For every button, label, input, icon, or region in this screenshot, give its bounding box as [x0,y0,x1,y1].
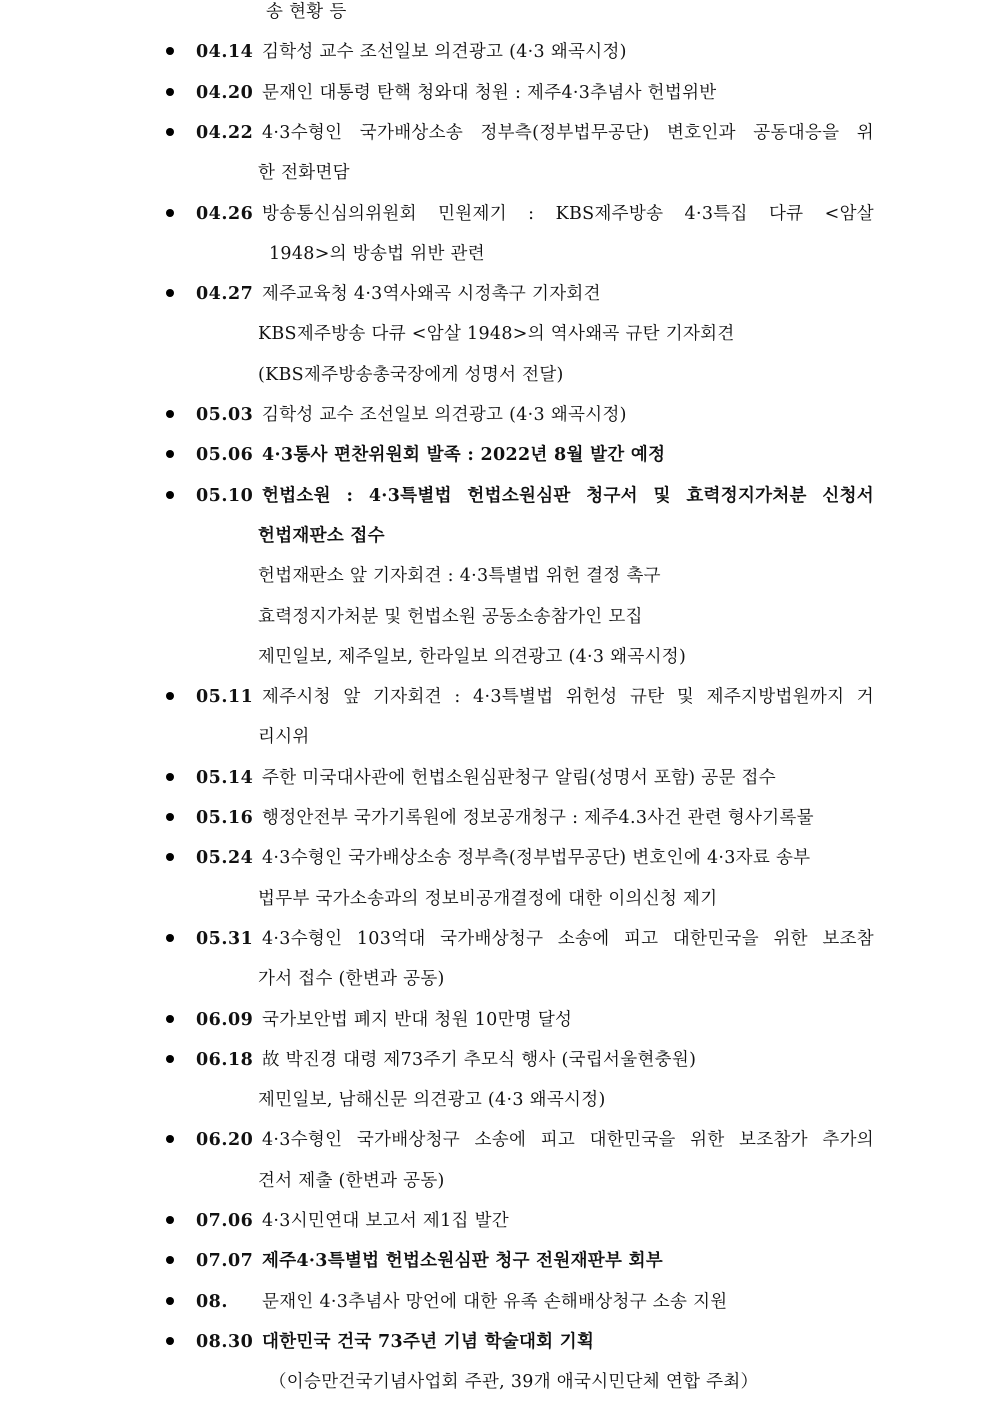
item-text: 4·3수형인 103억대 국가배상청구 소송에 피고 대한민국을 위한 보조참 [262,928,874,949]
list-item [0,1040,992,1080]
item-date: 05.14 [196,767,254,788]
item-date: 05.11 [196,687,254,708]
item-text: 헌법재판소 앞 기자회견 : 4·3특별법 위헌 결정 촉구 [258,566,661,587]
bullet-icon [166,934,174,942]
item-text: 대한민국 건국 73주년 기념 학술대회 기획 [262,1331,595,1352]
bullet-icon [166,491,174,499]
item-text: KBS제주방송 다큐 <암살 1948>의 역사왜곡 규탄 기자회견 [258,324,735,345]
item-date: 04.20 [196,82,254,103]
item-date: 05.03 [196,405,254,425]
list-item [0,32,992,72]
list-item-continuation [0,516,992,556]
item-text: 문재인 대통령 탄핵 청와대 청원 : 제주4·3추념사 헌법위반 [262,82,717,103]
list-item [0,677,992,717]
list-item-continuation [0,234,992,274]
list-item-continuation [0,1161,992,1201]
list-item-continuation [0,0,992,32]
bullet-icon [166,1055,174,1063]
item-text: 제주시청 앞 기자회견 : 4·3특별법 위헌성 규탄 및 제주지방법원까지 거 [262,687,874,708]
list-item [0,1000,992,1040]
item-text: 견서 제출 (한변과 공동) [258,1170,445,1191]
list-item [0,1201,992,1241]
item-date: 07.07 [196,1251,254,1272]
item-text: 4·3시민연대 보고서 제1집 발간 [262,1211,510,1231]
list-item-continuation [0,879,992,919]
item-text: 주한 미국대사관에 헌법소원심판청구 알림(성명서 포함) 공문 접수 [262,767,776,788]
bullet-icon [166,128,174,136]
item-text: （이승만건국기념사업회 주관, 39개 애국시민단체 연합 주최） [269,1372,759,1393]
item-text: 효력정지가처분 및 헌법소원 공동소송참가인 모집 [258,606,643,627]
bullet-icon [166,1297,174,1305]
list-item-continuation [0,637,992,677]
bullet-icon [166,1135,174,1143]
item-date: 04.14 [196,42,254,63]
bullet-icon [166,692,174,700]
item-date: 07.06 [196,1211,254,1231]
item-text: 가서 접수 (한변과 공동) [258,969,445,990]
list-item-continuation [0,1080,992,1120]
list-item-continuation [0,1362,992,1402]
item-date: 04.26 [196,203,254,224]
item-date: 06.20 [196,1130,254,1151]
item-text: 법무부 국가소송과의 정보비공개결정에 대한 이의신청 제기 [258,888,718,909]
item-text: 제민일보, 제주일보, 한라일보 의견광고 (4·3 왜곡시정) [258,646,687,667]
list-item [0,758,992,798]
bullet-icon [166,410,174,418]
list-item [0,476,992,516]
item-date: 06.09 [196,1009,254,1030]
item-text: 1948>의 방송법 위반 관련 [269,243,485,264]
item-text: 리시위 [258,727,310,748]
list-item [0,73,992,113]
item-text: 김학성 교수 조선일보 의견광고 (4·3 왜곡시정) [262,405,627,425]
item-date: 05.06 [196,445,254,466]
item-date: 06.18 [196,1049,254,1070]
item-date: 08.30 [196,1331,254,1352]
item-text: 제주4·3특별법 헌법소원심판 청구 전원재판부 회부 [262,1251,664,1272]
list-item [0,395,992,435]
item-text: 송 현황 등 [266,2,347,22]
list-item-continuation [0,597,992,637]
list-item [0,838,992,878]
list-item [0,919,992,959]
item-text: 故 박진경 대령 제73주기 추모식 행사 (국립서울현충원) [262,1049,697,1070]
item-text: 행정안전부 국가기록원에 정보공개청구 : 제주4.3사건 관련 형사기록물 [262,808,814,828]
list-item-continuation [0,153,992,193]
item-text: 4·3통사 편찬위원회 발족 : 2022년 8월 발간 예정 [262,445,666,466]
list-item [0,1282,992,1322]
item-date: 05.24 [196,848,254,869]
item-date: 05.16 [196,808,254,828]
item-date: 05.10 [196,485,254,506]
item-text: 국가보안법 폐지 반대 청원 10만명 달성 [262,1009,573,1030]
bullet-icon [166,209,174,217]
bullet-icon [166,289,174,297]
item-date: 04.22 [196,122,254,143]
item-text: 제민일보, 남해신문 의견광고 (4·3 왜곡시정) [258,1090,606,1111]
item-text: 문재인 4·3추념사 망언에 대한 유족 손해배상청구 소송 지원 [262,1291,728,1312]
list-item-continuation [0,717,992,757]
item-date: 05.31 [196,928,254,949]
item-text: 4·3수형인 국가배상소송 정부측(정부법무공단) 변호인에 4·3자료 송부 [262,848,811,869]
item-text: 김학성 교수 조선일보 의견광고 (4·3 왜곡시정) [262,42,627,63]
list-item [0,1322,992,1362]
item-text: 제주교육청 4·3역사왜곡 시정촉구 기자회견 [262,284,601,305]
bullet-icon [166,1256,174,1264]
item-text: 4·3수형인 국가배상소송 정부측(정부법무공단) 변호인과 공동대응을 위 [262,122,874,143]
bullet-icon [166,88,174,96]
list-item [0,194,992,234]
bullet-icon [166,47,174,55]
bullet-icon [166,773,174,781]
item-text: 방송통신심의위원회 민원제기 : KBS제주방송 4·3특집 다큐 <암살 [262,203,874,224]
list-item [0,798,992,838]
bullet-icon [166,450,174,458]
item-text: 헌법재판소 접수 [258,525,385,546]
list-item-continuation [0,355,992,395]
list-item-continuation [0,314,992,354]
bullet-icon [166,813,174,821]
bullet-icon [166,853,174,861]
list-item [0,274,992,314]
item-date: 04.27 [196,284,254,305]
item-date: 08. [196,1291,228,1312]
list-item [0,113,992,153]
item-text: (KBS제주방송총국장에게 성명서 전달) [258,364,564,385]
list-item [0,1241,992,1281]
bullet-icon [166,1216,174,1224]
item-text: 헌법소원 : 4·3특별법 헌법소원심판 청구서 및 효력정지가처분 신청서 [262,485,874,506]
item-text: 한 전화면담 [258,163,350,184]
bullet-icon [166,1337,174,1345]
list-item [0,1120,992,1160]
item-text: 4·3수형인 국가배상청구 소송에 피고 대한민국을 위한 보조참가 추가의 [262,1130,874,1151]
list-item [0,435,992,475]
bullet-icon [166,1015,174,1023]
list-item-continuation [0,556,992,596]
list-item-continuation [0,959,992,999]
